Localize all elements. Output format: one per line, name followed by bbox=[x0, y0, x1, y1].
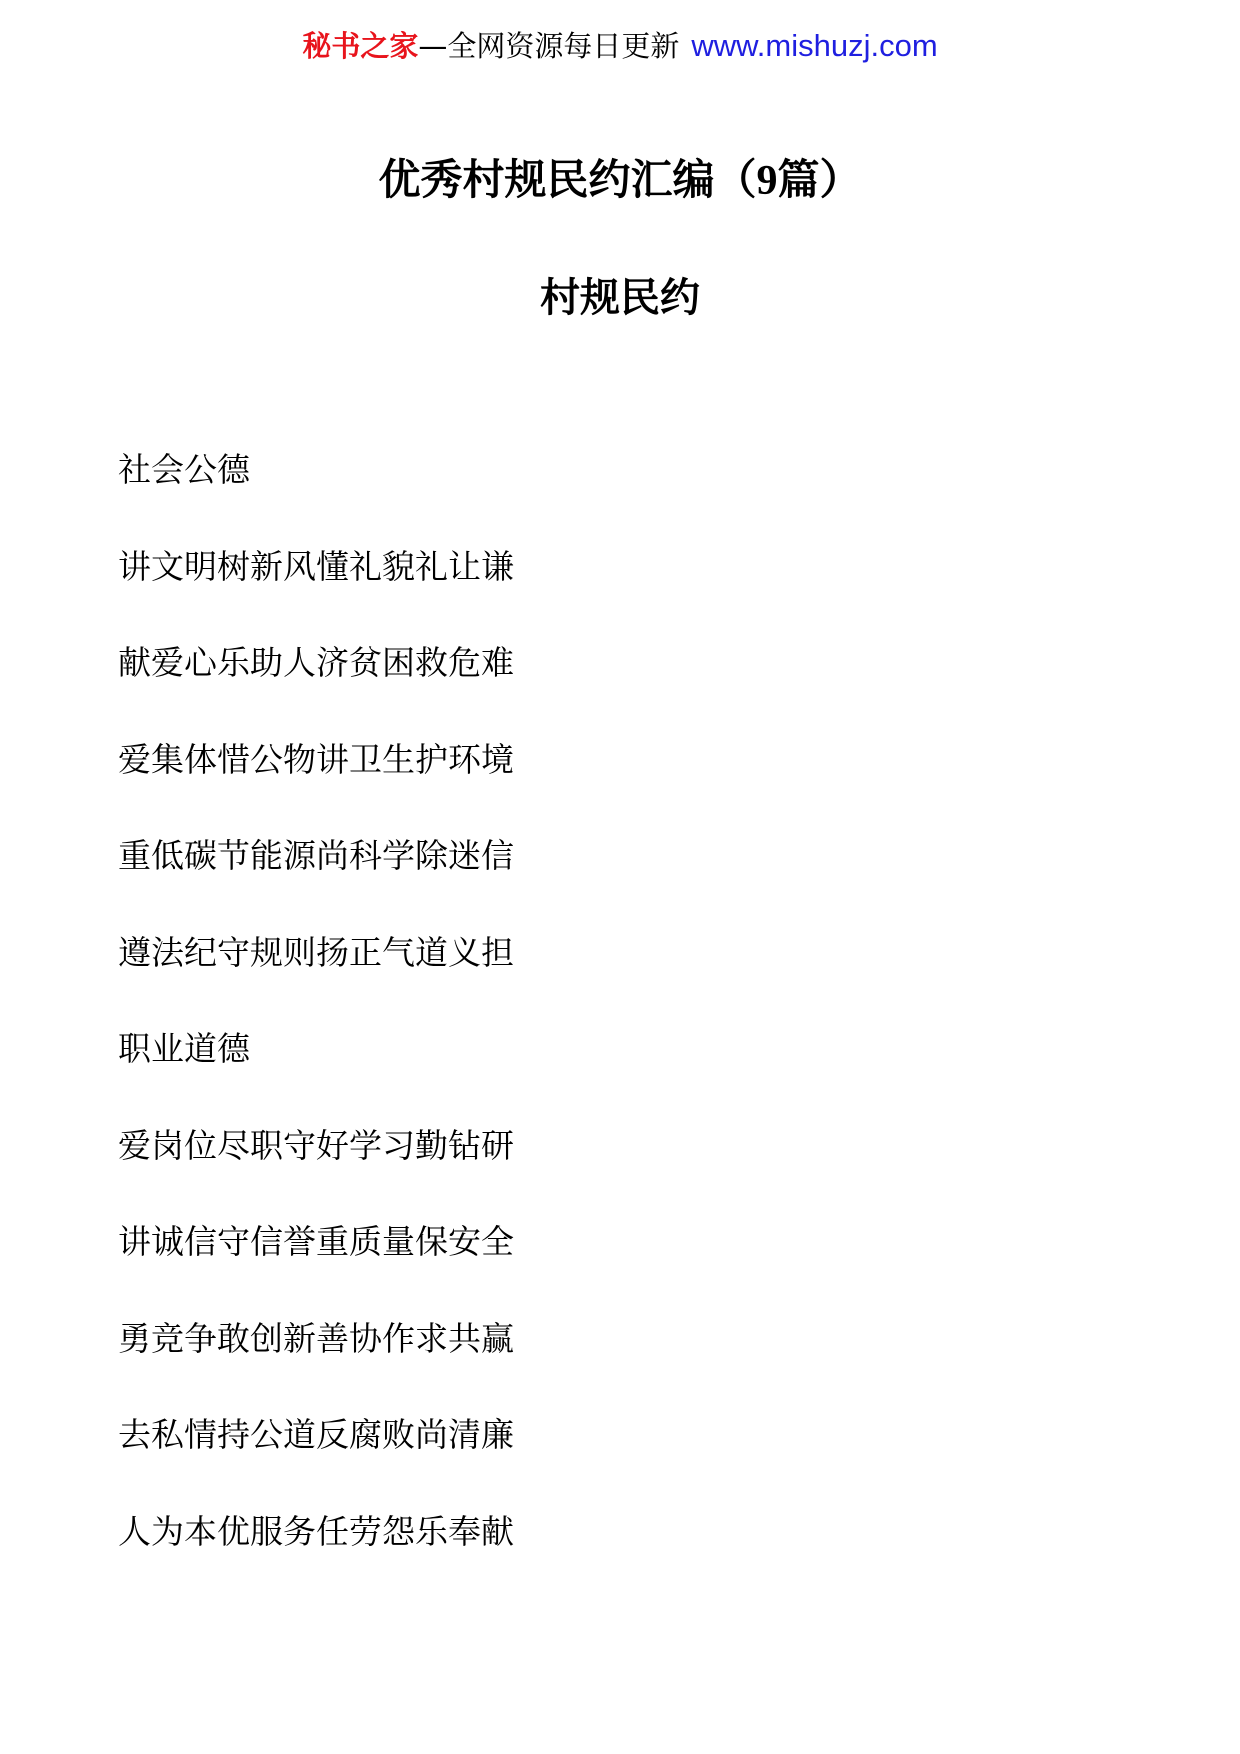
body-line: 爱岗位尽职守好学习勤钻研 bbox=[118, 1125, 514, 1165]
section-subtitle: 村规民约 bbox=[540, 275, 700, 321]
body-line: 献爱心乐助人济贫困救危难 bbox=[118, 643, 514, 682]
site-tagline: —全网资源每日更新 bbox=[418, 29, 680, 63]
site-header bbox=[0, 26, 1240, 66]
body-line: 讲诚信守信誉重质量保安全 bbox=[118, 1222, 514, 1261]
title-number: 9 bbox=[756, 158, 778, 204]
site-url-link[interactable]: www.mishuzj.com bbox=[691, 28, 938, 63]
body-line: 去私情持公道反腐败尚清廉 bbox=[118, 1415, 514, 1454]
document-title bbox=[0, 152, 1240, 209]
title-prefix: 优秀村规民约汇编（ bbox=[378, 155, 757, 204]
body-line: 爱集体惜公物讲卫生护环境 bbox=[118, 739, 514, 779]
body-line: 重低碳节能源尚科学除迷信 bbox=[118, 836, 514, 875]
site-brand: 秘书之家 bbox=[302, 29, 419, 63]
body-line: 遵法纪守规则扬正气道义担 bbox=[118, 932, 514, 972]
body-line: 职业道德 bbox=[118, 1029, 250, 1068]
body-line: 讲文明树新风懂礼貌礼让谦 bbox=[118, 546, 514, 586]
body-line: 社会公德 bbox=[118, 450, 250, 489]
body-line: 人为本优服务任劳怨乐奉献 bbox=[118, 1511, 514, 1551]
title-suffix: 篇） bbox=[777, 155, 862, 204]
body-line: 勇竞争敢创新善协作求共赢 bbox=[118, 1318, 514, 1358]
body-lines bbox=[118, 448, 514, 1606]
